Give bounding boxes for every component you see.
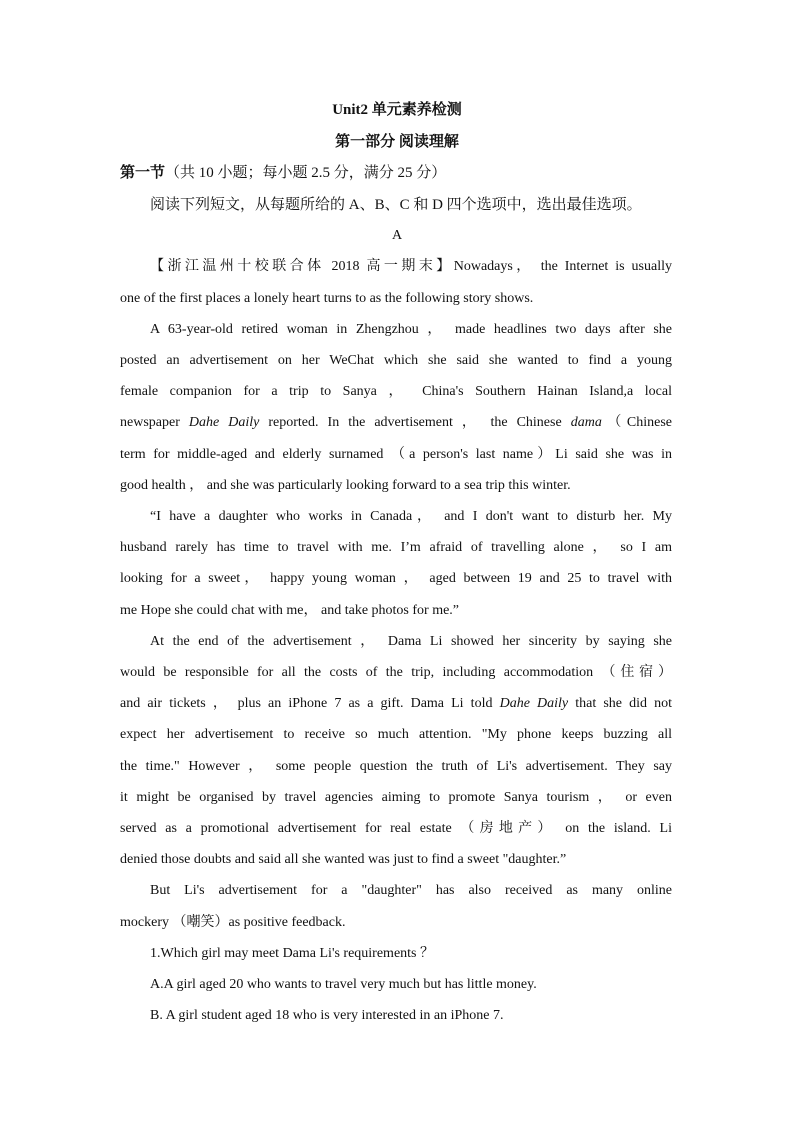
passage-line: 【浙江温州十校联合体 2018 高一期末】Nowadays， the Internet is usually bbox=[150, 259, 672, 274]
passage-line: denied those doubts and said all she wanted was just to find a sweet "daughter.” bbox=[120, 852, 567, 867]
option-b: B. A girl student aged 18 who is very interested in an iPhone 7. bbox=[150, 1008, 504, 1023]
text-run: and air tickets ， plus an iPhone 7 as a gift. Dama Li told bbox=[120, 696, 500, 711]
passage-line: But Li's advertisement for a "daughter" has also received as many online bbox=[150, 883, 672, 898]
passage-line: term for middle-aged and elderly surnamed （a person's last name）Li said she was in bbox=[120, 447, 672, 462]
passage-line: would be responsible for all the costs of the trip, including accommodation （住宿） bbox=[120, 665, 672, 680]
section-info: （共 10 小题；每小题 2.5 分，满分 25 分） bbox=[165, 165, 447, 181]
passage-line: me Hope she could chat with me， and take photos for me.” bbox=[120, 603, 460, 618]
passage-letter: A bbox=[391, 228, 403, 243]
newspaper-name: Dahe Daily bbox=[188, 415, 260, 430]
section-label: 第一节 bbox=[120, 165, 166, 181]
newspaper-name: Dahe Daily bbox=[499, 696, 569, 711]
section-heading bbox=[120, 164, 672, 182]
passage-line: female companion for a trip to Sanya ， China's Southern Hainan Island,a local bbox=[120, 384, 672, 399]
passage-line: At the end of the advertisement ， Dama Li showed her sincerity by saying she bbox=[150, 634, 672, 649]
passage-line: “I have a daughter who works in Canada， and I don't want to disturb her. My bbox=[150, 509, 672, 524]
passage-line: served as a promotional advertisement for real estate （房地产） on the island. Li bbox=[120, 821, 672, 836]
text-run: reported. In the advertisement ， the Chinese bbox=[259, 415, 571, 430]
passage-line: husband rarely has time to travel with me. I’m afraid of travelling alone ， so I am bbox=[120, 540, 672, 555]
option-a: A.A girl aged 20 who wants to travel very much but has little money. bbox=[150, 977, 537, 992]
question-stem: 1.Which girl may meet Dama Li's requirements ？ bbox=[150, 946, 434, 961]
passage-line bbox=[120, 414, 672, 432]
passage-line bbox=[120, 695, 672, 713]
instructions: 阅读下列短文，从每题所给的 A、B、C 和 D 四个选项中，选出最佳选项。 bbox=[150, 197, 642, 213]
text-run: （Chinese bbox=[601, 415, 672, 430]
passage-line: mockery （嘲笑）as positive feedback. bbox=[120, 915, 346, 930]
passage-line: the time." However ， some people question the truth of Li's advertisement. They say bbox=[120, 759, 672, 774]
passage-line: it might be organised by travel agencies aiming to promote Sanya tourism ， or even bbox=[120, 790, 672, 805]
unit-title: Unit2 单元素养检测 bbox=[332, 102, 462, 118]
passage-line: looking for a sweet， happy young woman ， aged between 19 and 25 to travel with bbox=[120, 571, 672, 586]
text-run: that she did not bbox=[568, 696, 672, 711]
passage-line: one of the first places a lonely heart turns to as the following story shows. bbox=[120, 291, 534, 306]
passage-line: A 63-year-old retired woman in Zhengzhou ， made headlines two days after she bbox=[150, 322, 672, 337]
dama-term: dama bbox=[570, 415, 602, 430]
text-run: newspaper bbox=[120, 415, 189, 430]
passage-line: good health ， and she was particularly looking forward to a sea trip this winter. bbox=[120, 478, 571, 493]
passage-line: expect her advertisement to receive so much attention. "My phone keeps buzzing all bbox=[120, 727, 672, 742]
passage-line: posted an advertisement on her WeChat which she said she wanted to find a young bbox=[120, 353, 672, 368]
part-title: 第一部分 阅读理解 bbox=[335, 134, 459, 150]
